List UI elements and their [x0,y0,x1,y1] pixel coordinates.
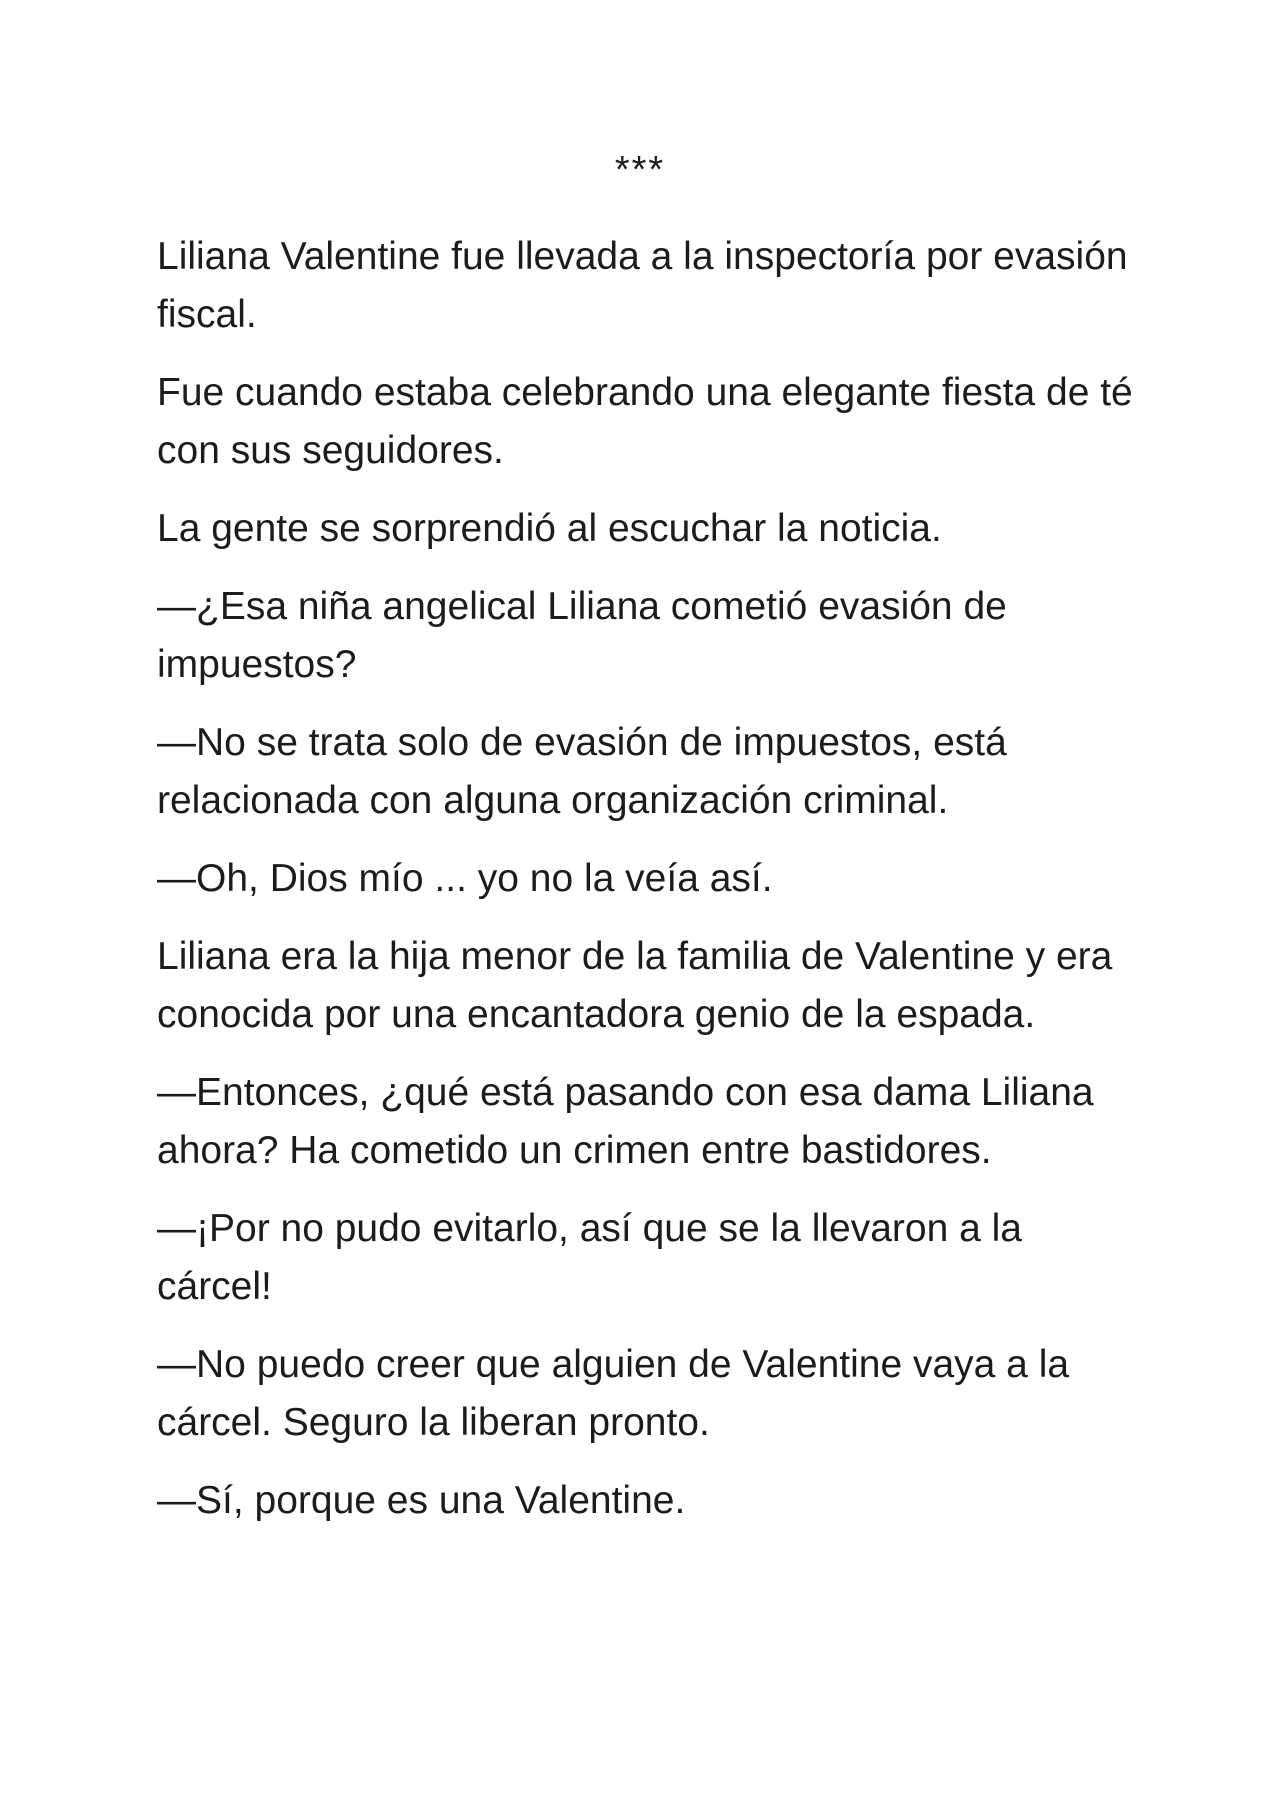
paragraph: Liliana era la hija menor de la familia de Valentine y era conocida por una encantadora genio de la espada. [157,935,1113,1036]
dialogue-line: —No puedo creer que alguien de Valentine vaya a la cárcel. Seguro la liberan pronto. [157,1343,1070,1444]
dialogue-line: —Entonces, ¿qué está pasando con esa dama Liliana ahora? Ha cometido un crimen entre bastidores. [157,1071,1094,1172]
dialogue-line: —¡Por no pudo evitarlo, así que se la llevaron a la cárcel! [157,1207,1022,1308]
paragraph: Fue cuando estaba celebrando una elegante fiesta de té con sus seguidores. [157,371,1133,472]
paragraph: Liliana Valentine fue llevada a la inspectoría por evasión fiscal. [157,235,1128,336]
paragraph: La gente se sorprendió al escuchar la noticia. [157,507,942,550]
section-separator: *** [614,149,666,191]
dialogue-line: —No se trata solo de evasión de impuestos, está relacionada con alguna organización criminal. [157,721,1007,822]
document-body [157,228,1142,1550]
dialogue-line: —Sí, porque es una Valentine. [157,1479,686,1522]
dialogue-line: —¿Esa niña angelical Liliana cometió evasión de impuestos? [157,585,1007,686]
dialogue-line: —Oh, Dios mío ... yo no la veía así. [157,857,773,900]
